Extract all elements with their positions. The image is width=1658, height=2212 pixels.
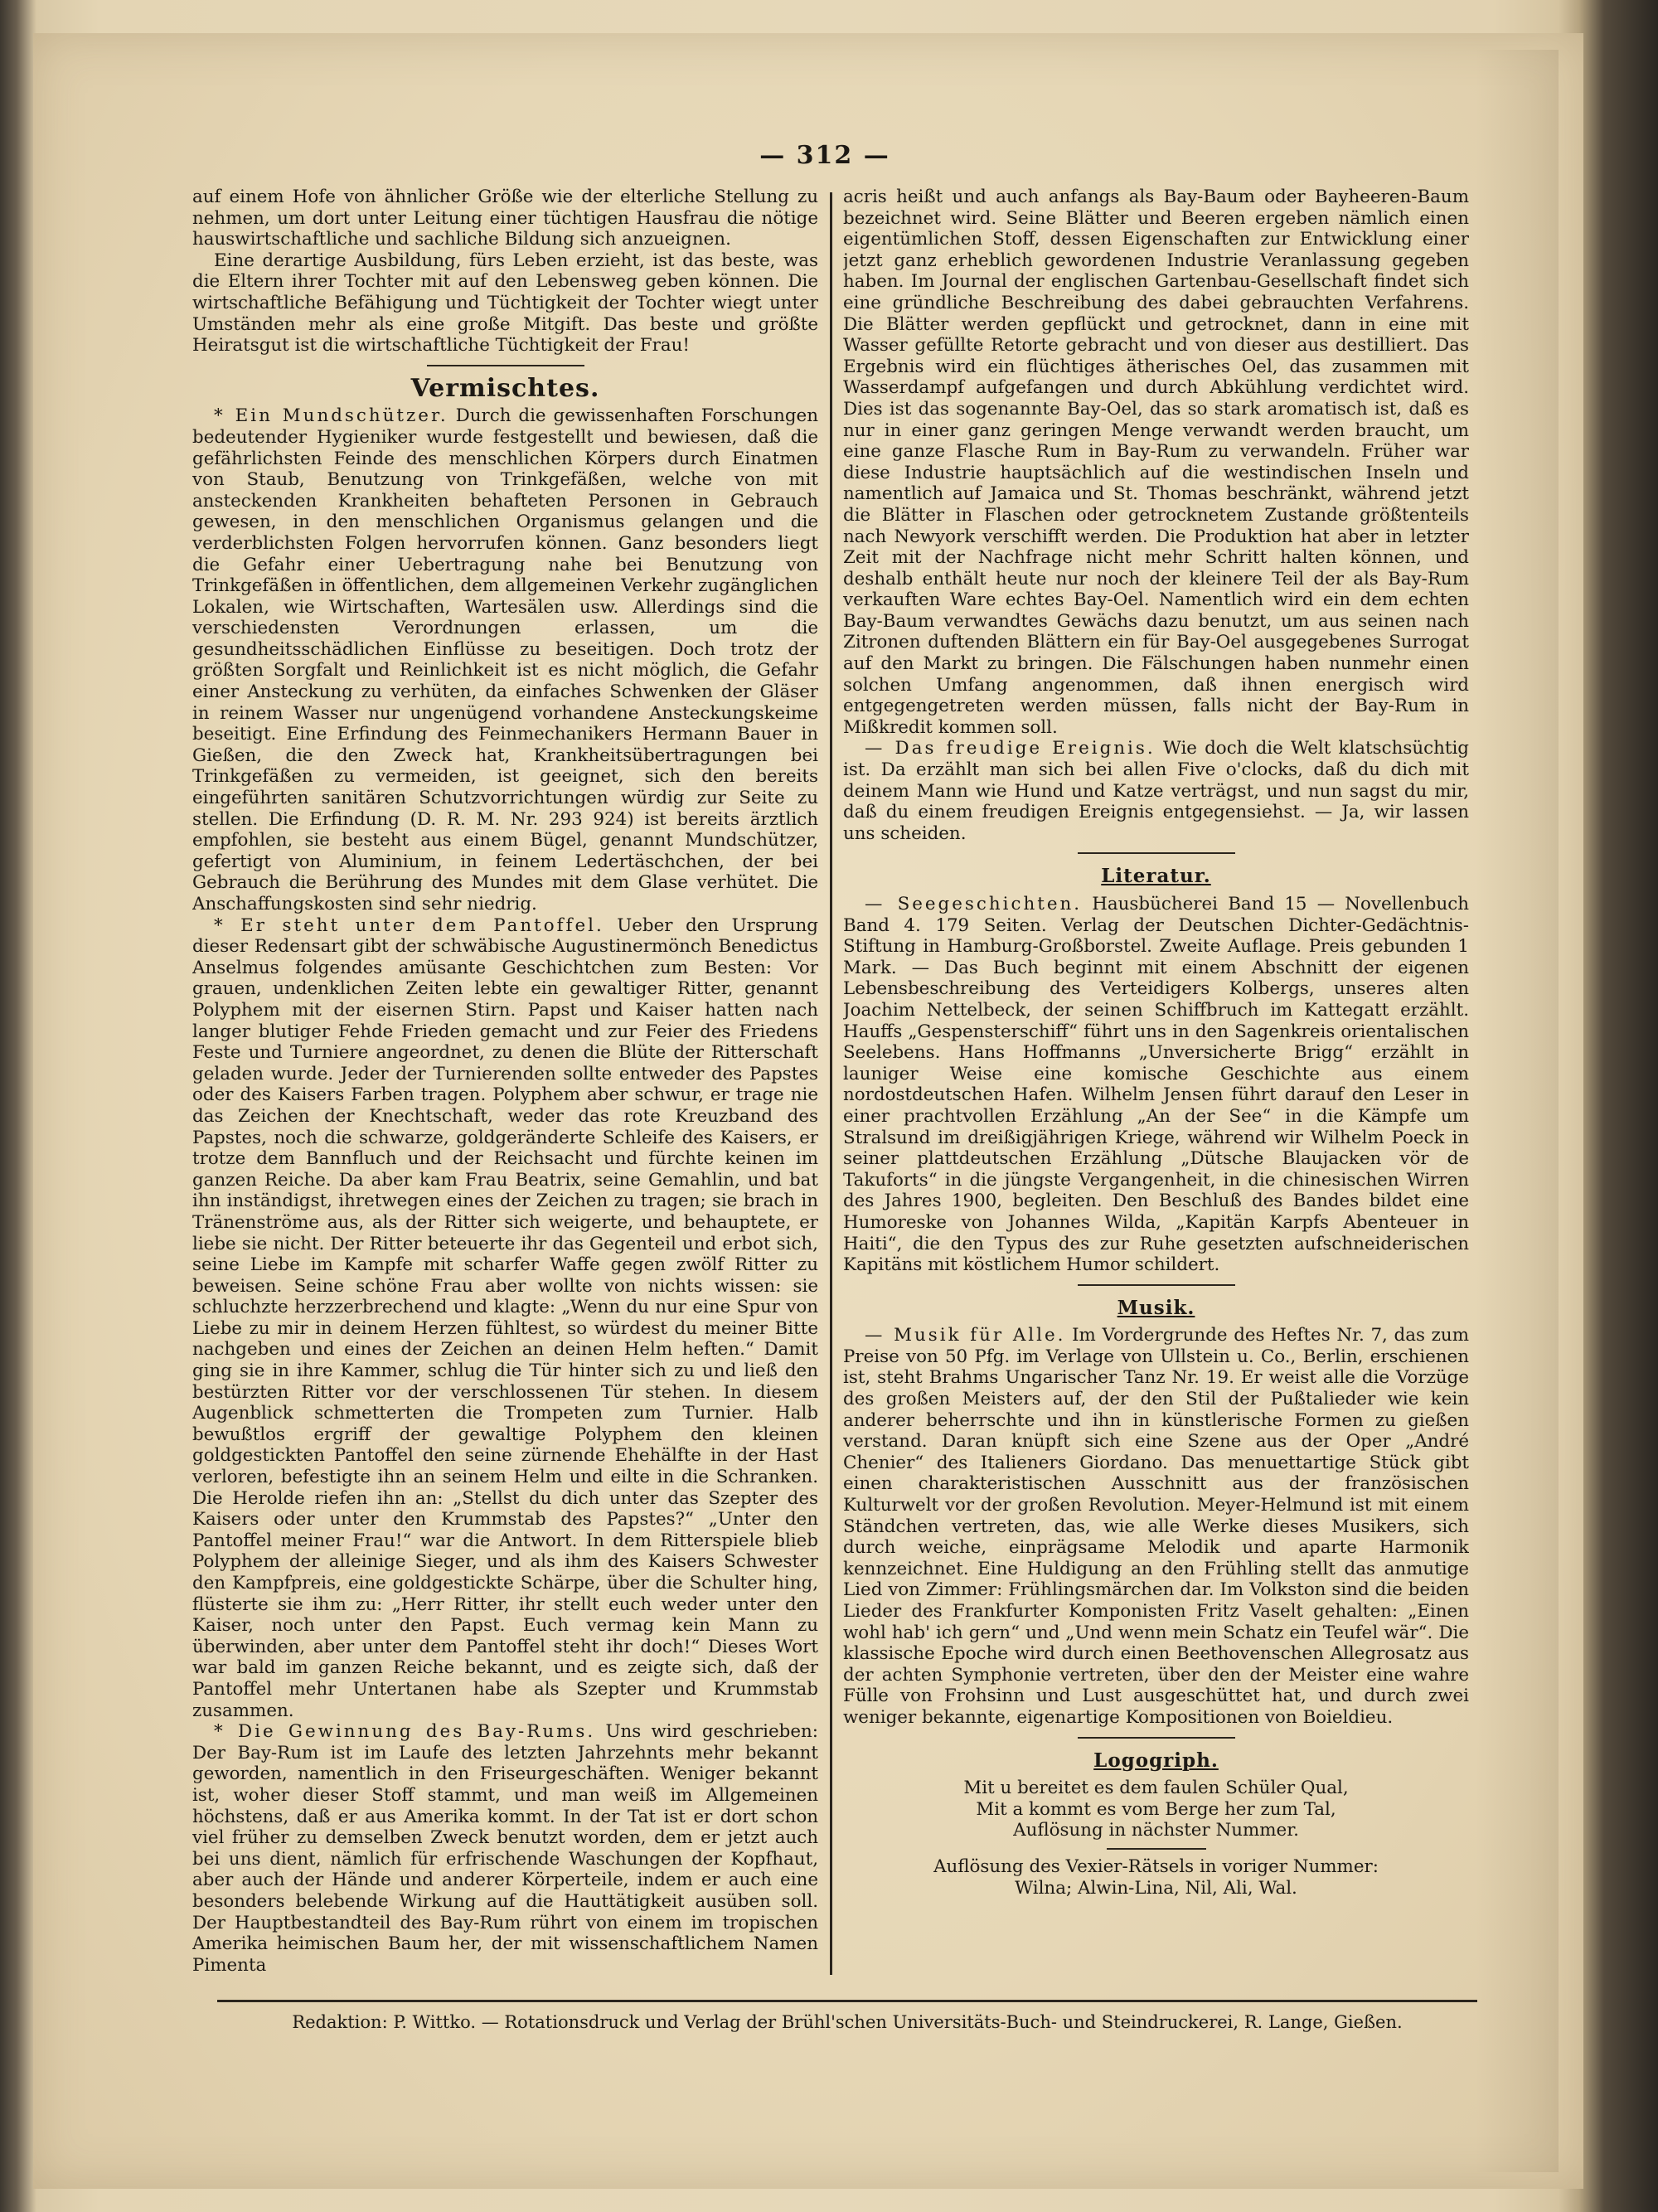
article-text: Wie doch die Welt klatschsüchtig ist. Da erzählt man sich bei allen Five o'clocks, daß du dich mit deinem Mann wie Hund und Katze verträgst, und nun sagst du mir, daß du einem freudigen Ereignis entgegensiehst. — Ja, wir lassen uns scheiden. — [843, 738, 1469, 844]
riddle-separator — [1107, 1848, 1206, 1850]
page-edge-shadow — [1476, 50, 1559, 2172]
article-musik-fuer-alle — [843, 1325, 1469, 1728]
left-column — [192, 187, 818, 1986]
riddle-line: Mit a kommt es vom Berge her zum Tal, — [976, 1798, 1336, 1820]
section-heading-literatur: Literatur. — [1101, 865, 1211, 888]
article-title: * Ein Mundschützer. — [214, 405, 448, 427]
solution-text: Wilna; Alwin-Lina, Nil, Ali, Wal. — [1015, 1877, 1297, 1899]
imprint-footer: Redaktion: P. Wittko. — Rotationsdruck und Verlag der Brühl'schen Universitäts-Buch- und Steindruckerei, R. Lange, Gießen. — [217, 2000, 1477, 2032]
article-mundschuetzer — [192, 405, 818, 914]
column-rule — [830, 192, 832, 1975]
article-pantoffel — [192, 915, 818, 1722]
section-heading-vermischtes: Vermischtes. — [410, 373, 600, 403]
article-title: — Das freudige Ereignis. — [865, 738, 1156, 759]
section-separator — [427, 365, 584, 366]
article-title: — Musik für Alle. — [865, 1325, 1066, 1346]
article-title: * Die Gewinnung des Bay-Rums. — [214, 1721, 596, 1743]
bayrum-continued: acris heißt und auch anfangs als Bay-Baum oder Bayheeren-Baum bezeichnet wird. Seine Blätter und Beeren ergeben nämlich einen eigentümlichen Stoff, dessen Eigenschaften zur Entwicklung einer jetzt ganz erheblich gewordenen Industrie Veranlassung gegeben haben. Im Journal der englischen Gartenbau-Gesellschaft findet sich eine gründliche Beschreibung des dabei gebrauchten Verfahrens. Die Blätter werden gepflückt und getrocknet, dann in eine mit Wasser gefüllte Retorte gebracht und von dieser aus destilliert. Das Ergebnis wird ein flüchtiges ätherisches Oel, das zusammen mit Wasserdampf aufgefangen und durch Abkühlung verdichtet wird. Dies ist das sogenannte Bay-Oel, das so stark aromatisch ist, daß es nur in einer ganz geringen Menge verwandt werden braucht, um eine ganze Flasche Rum in Bay-Rum zu verwandeln. Früher war diese Industrie hauptsächlich auf die westindischen Inseln und namentlich auf Jamaica und St. Thomas beschränkt, während jetzt die Blätter in Flaschen oder getrocknetem Zustande größtenteils nach Newyork verschifft werden. Die Produktion hat aber in letzter Zeit mit der Nachfrage nicht mehr Schritt halten können, und deshalb enthält heute nur noch der kleinere Teil der als Bay-Rum verkauften Ware echtes Bay-Oel. Namentlich wird ein dem echten Bay-Baum verwandtes Gewächs dazu benutzt, um aus seinen nach Zitronen duftenden Blättern ein für Bay-Oel ausgegebenes Surrogat auf den Markt zu bringen. Die Fälschungen haben nunmehr einen solchen Umfang angenommen, daß ihnen energisch wird entgegengetreten werden müssen, falls nicht der Bay-Rum in Mißkredit kommen soll. — [843, 187, 1469, 738]
article-text: Uns wird geschrieben: Der Bay-Rum ist im Laufe des letzten Jahrzehnts mehr bekannt geworden, namentlich in den Friseurgeschäften. Weniger bekannt ist, woher dieser Stoff stammt, und man weiß im Allgemeinen höchstens, daß er aus Amerika kommt. In der Tat ist er dort schon viel früher zu demselben Zweck benutzt worden, dem er jetzt auch bei uns dient, nämlich für erfrischende Waschungen der Kopfhaut, aber auch der Hände und anderer Körperteile, indem er auch eine besonders belebende Wirkung auf die Hauttätigkeit ausüben soll. Der Hauptbestandteil des Bay-Rum rührt von einem im tropischen Amerika heimischen Baum her, der mit wissenschaftlichem Namen Pimenta — [192, 1721, 818, 1976]
article-title: — Seegeschichten. — [865, 894, 1083, 914]
riddle-line: Mit u bereitet es dem faulen Schüler Qual, — [963, 1778, 1349, 1799]
article-text: Durch die gewissenhaften Forschungen bedeutender Hygieniker wurde festgestellt und bewiesen, daß die gefährlichsten Feinde des menschlichen Körpers durch Einatmen von Staub, Benutzung von Trinkgefäßen, welche von mit ansteckenden Krankheiten behafteten Personen in Gebrauch gewesen, in den menschlichen Organismus gelangen und die verderblichsten Folgen hervorrufen können. Ganz besonders liegt die Gefahr einer Uebertragung nahe bei Benutzung von Trinkgefäßen in öffentlichen, dem allgemeinen Verkehr zugänglichen Lokalen, wie Wirtschaften, Wartesälen usw. Allerdings sind die verschiedensten Verordnungen erlassen, um die gesundheitsschädlichen Einflüsse zu beseitigen. Doch trotz der größten Sorgfalt und Reinlichkeit ist es nicht möglich, die Gefahr einer Ansteckung zu verhüten, da einfaches Schwenken der Gläser in reinem Wasser nur ungenügend vorhandene Ansteckungskeime beseitigt. Eine Erfindung des Feinmechanikers Hermann Bauer in Gießen, die den Zweck hat, Krankheitsübertragungen bei Trinkgefäßen zu vermeiden, ist geeignet, sich den bereits eingeführten sanitären Schutzvorrichtungen würdig zur Seite zu stellen. Die Erfindung (D. R. M. Nr. 293 924) ist bereits ärztlich empfohlen, sie besteht aus einem Bügel, genannt Mundschützer, gefertigt von Aluminium, in feinem Ledertäschchen, der bei Gebrauch die Berührung des Mundes mit dem Glase verhütet. Die Anschaffungskosten sind sehr niedrig. — [192, 405, 818, 914]
article-text: Hausbücherei Band 15 — Novellenbuch Band 4. 179 Seiten. Verlag der Deutschen Dichter-Gedächtnis-Stiftung in Hamburg-Großborstel. Zweite Auflage. Preis gebunden 1 Mark. — Das Buch beginnt mit einem Abschnitt der eigenen Lebensbeschreibung des Verteidigers Kolbergs, unseres alten Joachim Nettelbeck, der seinen Schiffbruch im Kattegatt erzählt. Hauffs „Gespensterschiff“ führt uns in den Sagenkreis orientalischen Seelebens. Hans Hoffmanns „Unversicherte Brigg“ erzählt in launiger Weise eine komische Geschichte aus einem nordostdeutschen Hafen. Wilhelm Jensen führt darauf den Leser in einer prachtvollen Erzählung „An der See“ in die Kämpfe um Stralsund im dreißigjährigen Kriege, während wir Wilhelm Poeck in seiner plattdeutschen Erzählung „Dütsche Blaujacken vör de Takuforts“ in die jüngste Vergangenheit, in die chinesischen Wirren des Jahres 1900, begleiten. Den Beschluß des Bandes bildet eine Humoreske von Johannes Wilda, „Kapitän Karpfs Abenteuer in Haiti“, die den Typus des zur Ruhe gesetzten aufschneiderischen Kapitäns mit köstlichem Humor schildert. — [843, 894, 1469, 1276]
intro-paragraph: Eine derartige Ausbildung, fürs Leben erzieht, ist das beste, was die Eltern ihrer Tochter mit auf den Lebensweg geben können. Die wirtschaftliche Befähigung und Tüchtigkeit der Tochter wiegt unter Umständen mehr als eine große Mitgift. Das beste und größte Heiratsgut ist die wirtschaftliche Tüchtigkeit der Frau! — [192, 250, 818, 357]
riddle-line: Auflösung in nächster Nummer. — [1013, 1820, 1299, 1841]
page-number: — 312 — — [759, 141, 890, 170]
logogriph-riddle — [843, 1778, 1469, 1899]
article-text: Ueber den Ursprung dieser Redensart gibt der schwäbische Augustinermönch Benedictus Anselmus folgendes amüsante Geschichtchen zum Besten: Vor grauen, undenklichen Zeiten lebte ein gewaltiger Ritter, genannt Polyphem mit der eisernen Stirn. Papst und Kaiser hatten nach langer blutiger Fehde Frieden gemacht und zur Feier des Friedens Feste und Turniere angeordnet, zu denen die Blüte der Ritterschaft geladen wurde. Jeder der Turnierenden sollte entweder des Papstes oder des Kaisers Farben tragen. Polyphem aber schwur, er trage nie das Zeichen der Knechtschaft, weder das rote Kreuzband des Papstes, noch die schwarze, goldgeränderte Schleife des Kaisers, er trotze dem Bannfluch und der Reichsacht und fürchte keinen im ganzen Reiche. Da aber kam Frau Beatrix, seine Gemahlin, und bat ihn inständigst, ihretwegen eines der Zeichen zu tragen; sie brach in Tränenströme aus, als der Ritter sich weigerte, und behauptete, er liebe sie nicht. Der Ritter beteuerte ihr das Gegenteil und erbot sich, seine Liebe im Kampfe mit scharfer Waffe gegen zwölf Ritter zu beweisen. Seine schöne Frau aber wollte von nichts wissen: sie schluchzte herzzerbrechend und klagte: „Wenn du nur eine Spur von Liebe zu mir in deinem Herzen fühltest, so würdest du meiner Bitte nachgeben und eines der Zeichen an deinen Helm heften.“ Damit ging sie in ihre Kammer, schlug die Tür hinter sich zu und ließ den bestürzten Ritter vor der verschlossenen Tür stehen. In diesem Augenblick schmetterten die Trompeten zum Turnier. Halb bewußtlos ergriff der gewaltige Polyphem den kleinen goldgestickten Pantoffel den seine zürnende Ehehälfte in der Hast verloren, befestigte ihn an seinem Helm und eilte in die Schranken. Die Herolde riefen ihn an: „Stellst du dich unter das Szepter des Kaisers oder unter den Krummstab des Papstes?“ „Unter den Pantoffel meiner Frau!“ war die Antwort. In dem Ritterspiele blieb Polyphem der alleinige Sieger, und als ihm des Kaisers Schwester den Kampfpreis, eine goldgestickte Schärpe, über die Schulter hing, flüsterte sie ihm zu: „Herr Ritter, ihr stellt euch weder unter den Kaiser, noch unter den Papst. Euch vermag kein Mann zu überwinden, aber unter dem Pantoffel steht ihr doch!“ Dieses Wort war bald im ganzen Reiche bekannt, und es zeigte sich, daß der Pantoffel mehr Untertanen habe als Szepter und Krummstab zusammen. — [192, 914, 818, 1721]
section-separator — [1078, 1284, 1235, 1286]
article-ereignis — [843, 738, 1469, 844]
article-title: * Er steht unter dem Pantoffel. — [214, 914, 604, 936]
section-separator — [1078, 1737, 1235, 1739]
right-column — [843, 187, 1469, 1986]
article-text: Im Vordergrunde des Heftes Nr. 7, das zum Preise von 50 Pfg. im Verlage von Ullstein u. Co., Berlin, erschienen ist, steht Brahms Ungarischer Tanz Nr. 19. Er weist alle die Vorzüge des großen Meisters auf, der den Stil der Pußtalieder wie kein anderer beherrschte und ihn in künstlerische Formen zu gießen verstand. Daran knüpft sich eine Szene aus der Oper „André Chenier“ des Italieners Giordano. Das menuettartige Stück gibt einen charakteristischen Ausschnitt aus der französischen Kulturwelt vor der großen Revolution. Meyer-Helmund ist mit einem Ständchen vertreten, das, wie alle Werke dieses Musikers, sich durch weiche, einprägsame Melodik und aparte Harmonik kennzeichnet. Eine Huldigung an den Frühling stellt das anmutige Lied von Zimmer: Frühlingsmärchen dar. Im Volkston sind die beiden Lieder des Frankfurter Komponisten Fritz Vaselt gehalten: „Einen wohl hab' ich gern“ und „Und wenn mein Schatz ein Teufel wär“. Die klassische Epoche wird durch einen Beethovenschen Allegrosatz aus der achten Symphonie vertreten, über den der Meister eine wahre Fülle von Frohsinn und Lust ausgeschüttet hat, und durch zwei weniger bekannte, eigenartige Kompositionen von Boieldieu. — [843, 1325, 1469, 1728]
section-separator — [1078, 852, 1235, 854]
article-bayrum — [192, 1721, 818, 1976]
section-heading-musik: Musik. — [1117, 1296, 1195, 1319]
solution-label: Auflösung des Vexier-Rätsels in voriger Nummer: — [933, 1855, 1379, 1877]
section-heading-logogriph: Logogriph. — [1093, 1749, 1219, 1772]
article-seegeschichten — [843, 894, 1469, 1276]
intro-paragraph: auf einem Hofe von ähnlicher Größe wie der elterliche Stellung zu nehmen, um dort unter Leitung einer tüchtigen Hausfrau die nötige hauswirtschaftliche und sachliche Bildung sich anzueignen. — [192, 187, 818, 250]
